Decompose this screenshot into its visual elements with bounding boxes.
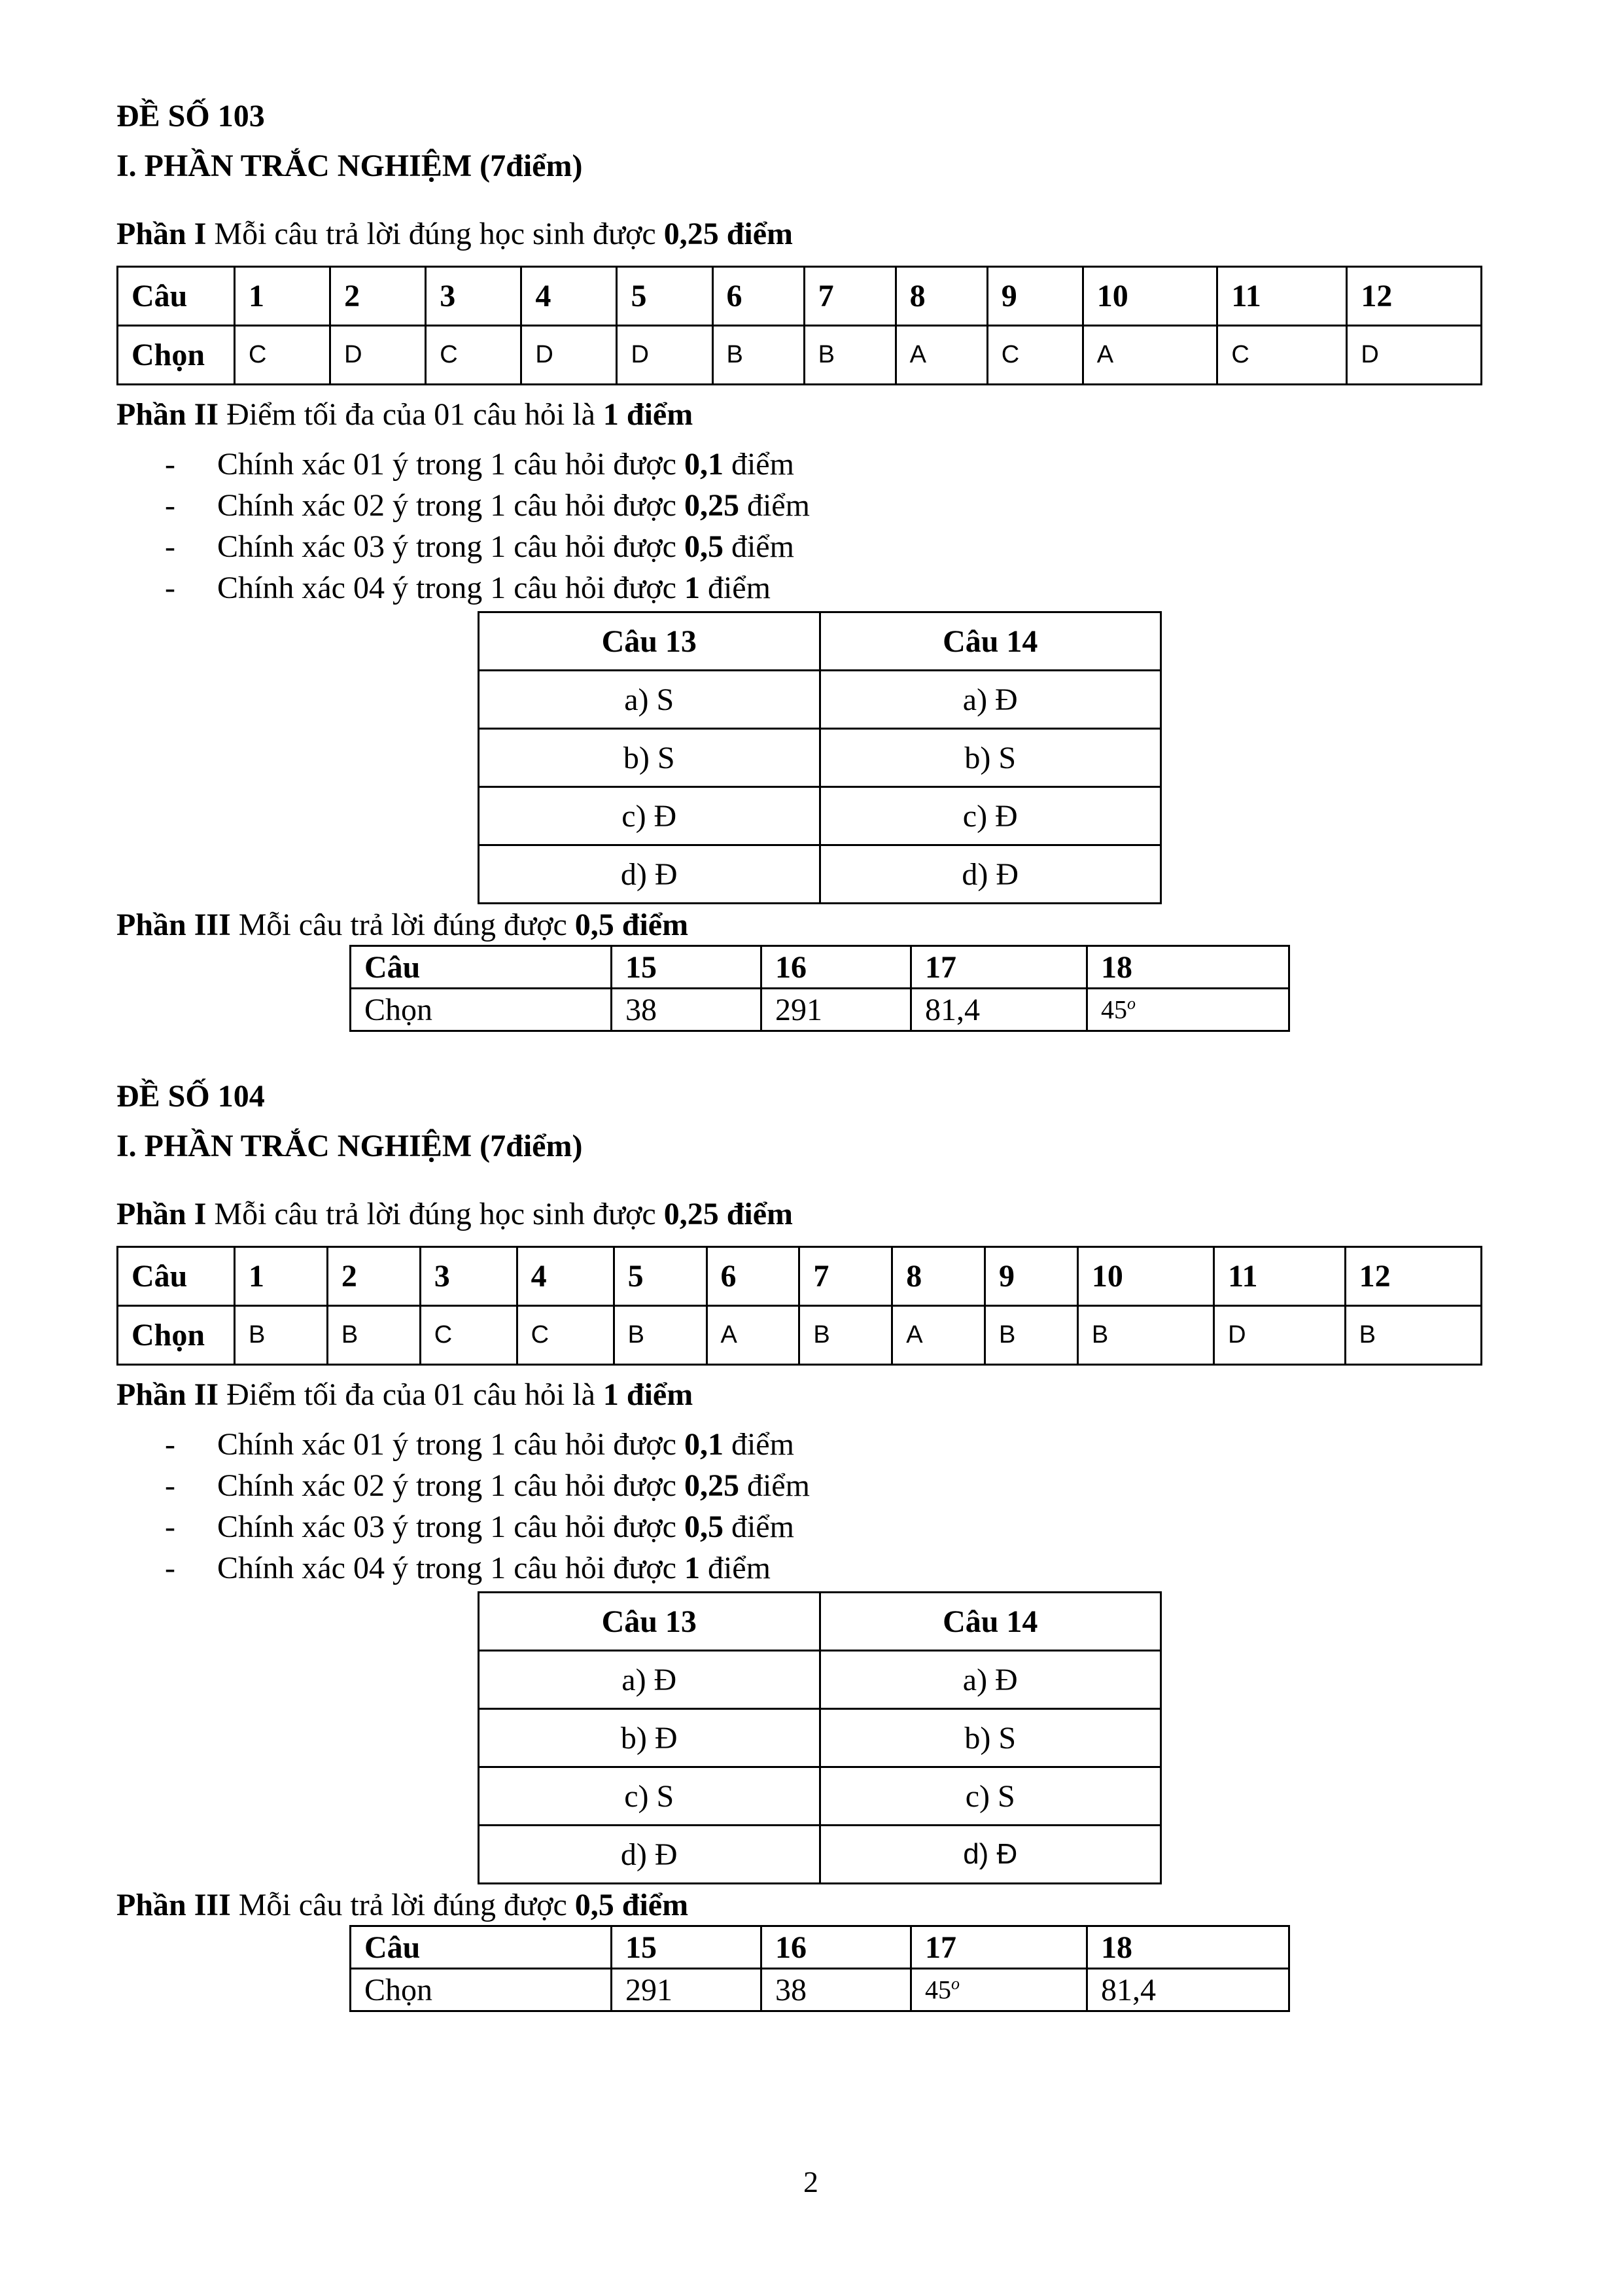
question-number: 8 [896, 267, 987, 326]
question-number: 3 [426, 267, 521, 326]
rule-suffix: điểm [699, 1551, 771, 1585]
question-number: 4 [521, 267, 617, 326]
question-number: 1 [235, 1247, 328, 1306]
rule-suffix: điểm [699, 571, 771, 605]
scoring-rule: - Chính xác 04 ý trong 1 câu hỏi được 1 điểm [165, 571, 771, 605]
part2-text: Điểm tối đa của 01 câu hỏi là [218, 397, 603, 432]
answer-cell: b) S [820, 1709, 1161, 1767]
answer-cell: C [517, 1306, 614, 1365]
column-header: Câu 14 [820, 612, 1161, 671]
part1-answer-table [116, 1246, 1482, 1366]
scoring-rule: - Chính xác 02 ý trong 1 câu hỏi được 0,25 điểm [165, 488, 810, 523]
part2-text: Điểm tối đa của 01 câu hỏi là [218, 1377, 603, 1412]
answer-cell-degree [1087, 989, 1289, 1031]
degree-value: 45 [1101, 995, 1127, 1025]
degree-value: 45 [925, 1975, 951, 2005]
question-number: 6 [712, 267, 804, 326]
question-number: 12 [1345, 1247, 1481, 1306]
answer-cell: b) Đ [479, 1709, 820, 1767]
question-number: 17 [911, 1926, 1087, 1969]
scoring-rule: - Chính xác 01 ý trong 1 câu hỏi được 0,1 điểm [165, 1427, 794, 1462]
rule-text: Chính xác 01 ý trong 1 câu hỏi được [217, 1427, 684, 1462]
column-header: Câu 14 [820, 1593, 1161, 1651]
part2-header-row [479, 612, 1161, 671]
part3-row-label: Chọn [351, 1969, 612, 2011]
answer-cell: D [1347, 326, 1482, 385]
scoring-rule: - Chính xác 01 ý trong 1 câu hỏi được 0,1 điểm [165, 447, 794, 482]
part1-points: 0,25 điểm [663, 1197, 794, 1231]
answer-cell: c) S [479, 1767, 820, 1826]
question-number: 10 [1077, 1247, 1213, 1306]
answer-cell: C [426, 326, 521, 385]
rule-points: 1 [684, 571, 700, 605]
part2-row [479, 845, 1161, 904]
part2-row [479, 1826, 1161, 1884]
rule-text: Chính xác 01 ý trong 1 câu hỏi được [217, 447, 684, 482]
part3-row-label: Chọn [351, 989, 612, 1031]
answer-cell: c) Đ [479, 787, 820, 845]
part3-points: 0,5 điểm [574, 908, 689, 942]
answer-cell: D [617, 326, 712, 385]
part2-heading [116, 1377, 693, 1413]
question-number: 15 [612, 946, 761, 989]
answer-cell: B [804, 326, 896, 385]
part2-row [479, 787, 1161, 845]
rule-text: Chính xác 02 ý trong 1 câu hỏi được [217, 488, 684, 523]
rule-points: 0,1 [684, 1427, 724, 1462]
part1-answer-row [118, 1306, 1482, 1365]
part1-row-label: Chọn [118, 1306, 235, 1365]
part3-heading [116, 907, 688, 943]
answer-cell-degree [911, 1969, 1087, 2011]
part1-row-label: Chọn [118, 326, 235, 385]
rule-suffix: điểm [739, 1468, 810, 1503]
part1-heading [116, 216, 793, 252]
answer-cell: D [521, 326, 617, 385]
answer-cell: 38 [612, 989, 761, 1031]
answer-cell: C [1217, 326, 1347, 385]
rule-text: Chính xác 04 ý trong 1 câu hỏi được [217, 1551, 684, 1585]
answer-cell: d) Đ [479, 1826, 820, 1884]
question-number: 4 [517, 1247, 614, 1306]
part1-text: Mỗi câu trả lời đúng học sinh được [206, 217, 664, 251]
answer-cell: A [892, 1306, 985, 1365]
answer-cell: c) S [820, 1767, 1161, 1826]
question-number: 1 [235, 267, 330, 326]
part2-row [479, 1767, 1161, 1826]
question-number: 3 [420, 1247, 517, 1306]
answer-cell: a) Đ [479, 1651, 820, 1709]
answer-cell: B [614, 1306, 707, 1365]
part2-row [479, 1651, 1161, 1709]
answer-cell: B [1345, 1306, 1481, 1365]
question-number: 18 [1087, 946, 1289, 989]
part1-header-label: Câu [118, 1247, 235, 1306]
part1-text: Mỗi câu trả lời đúng học sinh được [206, 1197, 664, 1231]
answer-cell: d) Đ [820, 845, 1161, 904]
answer-cell: B [327, 1306, 420, 1365]
part2-answer-table [478, 1591, 1162, 1884]
part3-answer-row [351, 989, 1289, 1031]
part3-answer-table [349, 1925, 1290, 2012]
degree-symbol: o [951, 1974, 960, 1994]
answer-cell: B [235, 1306, 328, 1365]
answer-cell: 38 [761, 1969, 911, 2011]
answer-cell: b) S [820, 729, 1161, 787]
question-number: 5 [617, 267, 712, 326]
question-number: 7 [799, 1247, 892, 1306]
question-number: 2 [327, 1247, 420, 1306]
rule-points: 0,1 [684, 447, 724, 482]
answer-cell: a) S [479, 671, 820, 729]
answer-cell: C [987, 326, 1083, 385]
answer-cell: c) Đ [820, 787, 1161, 845]
rule-text: Chính xác 03 ý trong 1 câu hỏi được [217, 1510, 684, 1544]
part2-label: Phần II [116, 397, 219, 432]
question-number: 17 [911, 946, 1087, 989]
part3-header-row [351, 1926, 1289, 1969]
part3-label: Phần III [116, 1888, 231, 1922]
answer-cell: b) S [479, 729, 820, 787]
part1-label: Phần I [116, 217, 207, 251]
answer-cell: 81,4 [1087, 1969, 1289, 2011]
section-title: I. PHẦN TRẮC NGHIỆM (7điểm) [116, 149, 583, 183]
part3-heading [116, 1887, 688, 1923]
answer-cell: d) Đ [820, 1826, 1161, 1884]
question-number: 6 [707, 1247, 799, 1306]
rule-suffix: điểm [723, 1510, 794, 1544]
part2-label: Phần II [116, 1377, 219, 1412]
question-number: 7 [804, 267, 896, 326]
part3-answer-table [349, 945, 1290, 1032]
question-number: 5 [614, 1247, 707, 1306]
answer-cell: A [896, 326, 987, 385]
answer-cell: B [712, 326, 804, 385]
answer-cell: 291 [612, 1969, 761, 2011]
answer-cell: B [1077, 1306, 1213, 1365]
question-number: 11 [1217, 267, 1347, 326]
question-number: 11 [1214, 1247, 1346, 1306]
part2-header-row [479, 1593, 1161, 1651]
answer-cell: D [1214, 1306, 1346, 1365]
part3-answer-row [351, 1969, 1289, 2011]
answer-cell: C [235, 326, 330, 385]
part3-header-row [351, 946, 1289, 989]
degree-symbol: o [1127, 994, 1136, 1014]
rule-points: 0,5 [684, 529, 724, 564]
question-number: 16 [761, 1926, 911, 1969]
exam-title: ĐỀ SỐ 103 [116, 99, 265, 133]
rule-suffix: điểm [723, 529, 794, 564]
part2-row [479, 1709, 1161, 1767]
part1-label: Phần I [116, 1197, 207, 1231]
part2-points: 1 điểm [602, 397, 693, 432]
exam-title: ĐỀ SỐ 104 [116, 1079, 265, 1114]
part1-header-label: Câu [118, 267, 235, 326]
rule-text: Chính xác 04 ý trong 1 câu hỏi được [217, 571, 684, 605]
scoring-rule: - Chính xác 03 ý trong 1 câu hỏi được 0,5 điểm [165, 1510, 794, 1544]
question-number: 16 [761, 946, 911, 989]
answer-cell: a) Đ [820, 1651, 1161, 1709]
column-header: Câu 13 [479, 1593, 820, 1651]
answer-cell: B [799, 1306, 892, 1365]
part3-points: 0,5 điểm [574, 1888, 689, 1922]
answer-cell: a) Đ [820, 671, 1161, 729]
question-number: 8 [892, 1247, 985, 1306]
part1-heading [116, 1196, 793, 1232]
question-number: 9 [985, 1247, 1078, 1306]
part2-answer-table [478, 611, 1162, 904]
part2-row [479, 729, 1161, 787]
rule-suffix: điểm [739, 488, 810, 523]
column-header: Câu 13 [479, 612, 820, 671]
answer-cell: 81,4 [911, 989, 1087, 1031]
part2-points: 1 điểm [602, 1377, 693, 1412]
part1-header-row [118, 267, 1482, 326]
question-number: 12 [1347, 267, 1482, 326]
answer-cell: C [420, 1306, 517, 1365]
rule-points: 0,5 [684, 1510, 724, 1544]
question-number: 15 [612, 1926, 761, 1969]
part3-text: Mỗi câu trả lời đúng được [230, 1888, 575, 1922]
question-number: 2 [330, 267, 426, 326]
rule-points: 0,25 [684, 488, 739, 523]
rule-suffix: điểm [723, 447, 794, 482]
rule-text: Chính xác 02 ý trong 1 câu hỏi được [217, 1468, 684, 1503]
scoring-rule: - Chính xác 02 ý trong 1 câu hỏi được 0,25 điểm [165, 1468, 810, 1503]
answer-cell: 291 [761, 989, 911, 1031]
part2-row [479, 671, 1161, 729]
question-number: 9 [987, 267, 1083, 326]
part3-header-label: Câu [351, 1926, 612, 1969]
section-title: I. PHẦN TRẮC NGHIỆM (7điểm) [116, 1129, 583, 1163]
answer-cell: d) Đ [479, 845, 820, 904]
part1-answer-table [116, 266, 1482, 385]
rule-points: 1 [684, 1551, 700, 1585]
page-number: 2 [803, 2165, 818, 2199]
part3-text: Mỗi câu trả lời đúng được [230, 908, 575, 942]
part3-header-label: Câu [351, 946, 612, 989]
answer-cell: B [985, 1306, 1078, 1365]
rule-suffix: điểm [723, 1427, 794, 1462]
part3-label: Phần III [116, 908, 231, 942]
answer-cell: D [330, 326, 426, 385]
answer-cell: A [1083, 326, 1217, 385]
question-number: 18 [1087, 1926, 1289, 1969]
part2-heading [116, 397, 693, 433]
part1-header-row [118, 1247, 1482, 1306]
rule-points: 0,25 [684, 1468, 739, 1503]
answer-cell: A [707, 1306, 799, 1365]
part1-points: 0,25 điểm [663, 217, 794, 251]
question-number: 10 [1083, 267, 1217, 326]
scoring-rule: - Chính xác 03 ý trong 1 câu hỏi được 0,5 điểm [165, 529, 794, 564]
part1-answer-row [118, 326, 1482, 385]
rule-text: Chính xác 03 ý trong 1 câu hỏi được [217, 529, 684, 564]
scoring-rule: - Chính xác 04 ý trong 1 câu hỏi được 1 điểm [165, 1551, 771, 1585]
